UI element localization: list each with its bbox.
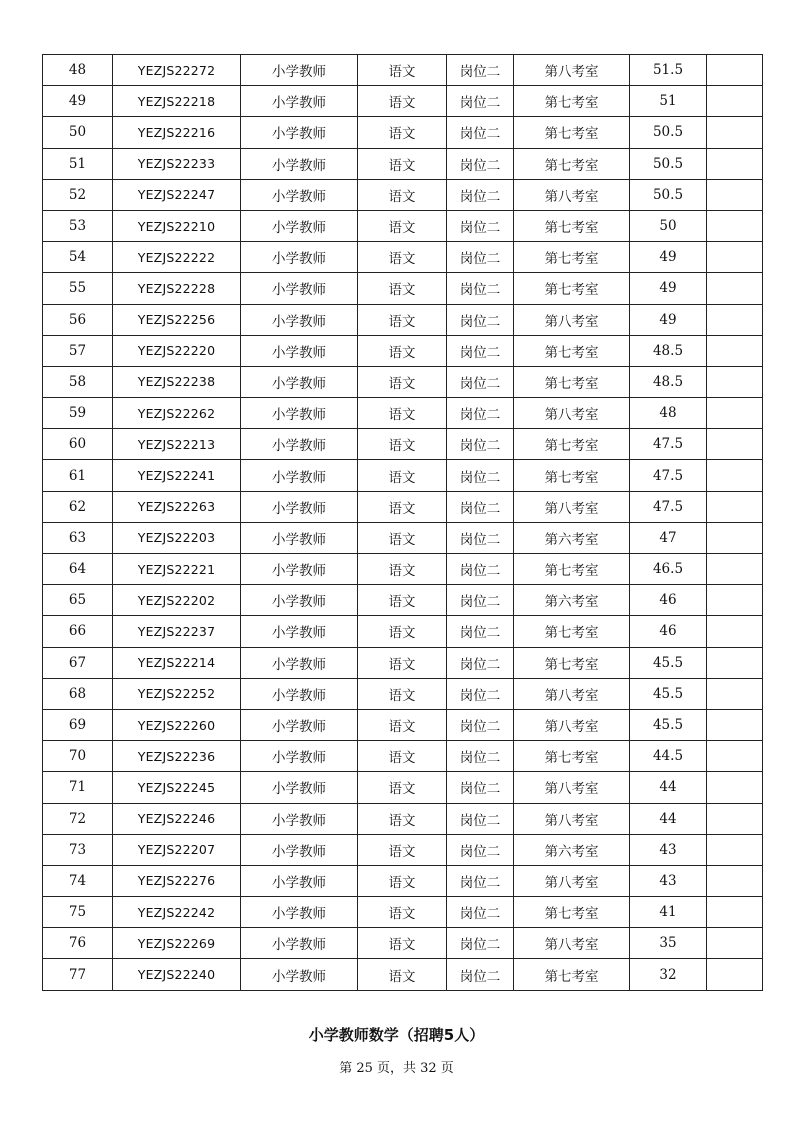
cell-note [707, 522, 763, 553]
cell-subject: 语文 [358, 554, 447, 585]
table-row [43, 210, 763, 241]
cell-candidate-id: YEZJS22238 [113, 366, 241, 397]
cell-position: 岗位二 [447, 616, 514, 647]
cell-subject: 语文 [358, 55, 447, 86]
cell-score: 43 [630, 865, 707, 896]
cell-position: 岗位二 [447, 834, 514, 865]
cell-number: 70 [43, 741, 113, 772]
cell-subject: 语文 [358, 366, 447, 397]
cell-subject: 语文 [358, 585, 447, 616]
cell-category: 小学教师 [241, 522, 358, 553]
cell-exam-room: 第八考室 [514, 55, 630, 86]
cell-candidate-id: YEZJS22228 [113, 273, 241, 304]
cell-score: 41 [630, 897, 707, 928]
cell-note [707, 86, 763, 117]
cell-score: 50.5 [630, 148, 707, 179]
cell-exam-room: 第八考室 [514, 491, 630, 522]
cell-note [707, 460, 763, 491]
table-row [43, 398, 763, 429]
table-row [43, 709, 763, 740]
cell-subject: 语文 [358, 179, 447, 210]
cell-category: 小学教师 [241, 959, 358, 990]
cell-score: 49 [630, 304, 707, 335]
cell-number: 65 [43, 585, 113, 616]
cell-exam-room: 第七考室 [514, 959, 630, 990]
cell-position: 岗位二 [447, 678, 514, 709]
cell-note [707, 242, 763, 273]
cell-subject: 语文 [358, 772, 447, 803]
cell-exam-room: 第七考室 [514, 741, 630, 772]
cell-subject: 语文 [358, 834, 447, 865]
cell-exam-room: 第八考室 [514, 179, 630, 210]
cell-candidate-id: YEZJS22245 [113, 772, 241, 803]
cell-position: 岗位二 [447, 491, 514, 522]
cell-candidate-id: YEZJS22221 [113, 554, 241, 585]
cell-number: 62 [43, 491, 113, 522]
table-row [43, 273, 763, 304]
cell-category: 小学教师 [241, 803, 358, 834]
cell-candidate-id: YEZJS22241 [113, 460, 241, 491]
cell-note [707, 335, 763, 366]
cell-position: 岗位二 [447, 398, 514, 429]
cell-note [707, 148, 763, 179]
table-row [43, 491, 763, 522]
table-row [43, 554, 763, 585]
cell-exam-room: 第七考室 [514, 273, 630, 304]
cell-position: 岗位二 [447, 55, 514, 86]
cell-note [707, 959, 763, 990]
cell-position: 岗位二 [447, 273, 514, 304]
score-table [42, 54, 763, 991]
cell-exam-room: 第六考室 [514, 585, 630, 616]
table-row [43, 366, 763, 397]
cell-position: 岗位二 [447, 86, 514, 117]
page-number-footer: 第 25 页，共 32 页 [339, 1061, 454, 1076]
cell-candidate-id: YEZJS22213 [113, 429, 241, 460]
cell-subject: 语文 [358, 522, 447, 553]
cell-position: 岗位二 [447, 117, 514, 148]
cell-candidate-id: YEZJS22203 [113, 522, 241, 553]
cell-candidate-id: YEZJS22276 [113, 865, 241, 896]
table-row [43, 834, 763, 865]
cell-category: 小学教师 [241, 834, 358, 865]
cell-position: 岗位二 [447, 210, 514, 241]
cell-candidate-id: YEZJS22237 [113, 616, 241, 647]
cell-subject: 语文 [358, 117, 447, 148]
cell-category: 小学教师 [241, 491, 358, 522]
cell-exam-room: 第八考室 [514, 803, 630, 834]
cell-score: 48.5 [630, 335, 707, 366]
cell-subject: 语文 [358, 460, 447, 491]
cell-candidate-id: YEZJS22210 [113, 210, 241, 241]
cell-exam-room: 第七考室 [514, 148, 630, 179]
cell-position: 岗位二 [447, 335, 514, 366]
cell-category: 小学教师 [241, 398, 358, 429]
cell-number: 51 [43, 148, 113, 179]
cell-number: 58 [43, 366, 113, 397]
cell-position: 岗位二 [447, 865, 514, 896]
cell-subject: 语文 [358, 148, 447, 179]
cell-score: 47.5 [630, 460, 707, 491]
cell-score: 32 [630, 959, 707, 990]
table-row [43, 865, 763, 896]
cell-category: 小学教师 [241, 554, 358, 585]
score-table-wrapper [42, 54, 762, 991]
cell-score: 50.5 [630, 117, 707, 148]
cell-candidate-id: YEZJS22202 [113, 585, 241, 616]
cell-category: 小学教师 [241, 117, 358, 148]
cell-score: 43 [630, 834, 707, 865]
cell-note [707, 554, 763, 585]
cell-number: 59 [43, 398, 113, 429]
table-row [43, 678, 763, 709]
cell-subject: 语文 [358, 741, 447, 772]
cell-score: 45.5 [630, 678, 707, 709]
cell-number: 73 [43, 834, 113, 865]
cell-note [707, 803, 763, 834]
cell-candidate-id: YEZJS22272 [113, 55, 241, 86]
cell-category: 小学教师 [241, 86, 358, 117]
cell-candidate-id: YEZJS22233 [113, 148, 241, 179]
table-row [43, 897, 763, 928]
cell-subject: 语文 [358, 803, 447, 834]
cell-note [707, 366, 763, 397]
cell-category: 小学教师 [241, 335, 358, 366]
table-row [43, 117, 763, 148]
cell-exam-room: 第七考室 [514, 429, 630, 460]
cell-score: 45.5 [630, 709, 707, 740]
cell-number: 64 [43, 554, 113, 585]
table-row [43, 55, 763, 86]
cell-position: 岗位二 [447, 585, 514, 616]
cell-exam-room: 第七考室 [514, 897, 630, 928]
cell-position: 岗位二 [447, 897, 514, 928]
cell-note [707, 709, 763, 740]
table-row [43, 429, 763, 460]
cell-subject: 语文 [358, 304, 447, 335]
cell-exam-room: 第七考室 [514, 616, 630, 647]
cell-subject: 语文 [358, 709, 447, 740]
cell-exam-room: 第八考室 [514, 865, 630, 896]
cell-note [707, 834, 763, 865]
cell-note [707, 647, 763, 678]
cell-score: 48.5 [630, 366, 707, 397]
cell-note [707, 772, 763, 803]
cell-note [707, 865, 763, 896]
cell-score: 46 [630, 616, 707, 647]
cell-position: 岗位二 [447, 772, 514, 803]
cell-number: 77 [43, 959, 113, 990]
cell-exam-room: 第六考室 [514, 834, 630, 865]
cell-score: 50.5 [630, 179, 707, 210]
cell-candidate-id: YEZJS22263 [113, 491, 241, 522]
cell-score: 35 [630, 928, 707, 959]
cell-position: 岗位二 [447, 554, 514, 585]
cell-subject: 语文 [358, 210, 447, 241]
cell-note [707, 928, 763, 959]
cell-number: 56 [43, 304, 113, 335]
cell-number: 71 [43, 772, 113, 803]
cell-number: 76 [43, 928, 113, 959]
cell-category: 小学教师 [241, 585, 358, 616]
score-table-body [43, 55, 763, 991]
cell-subject: 语文 [358, 928, 447, 959]
cell-note [707, 304, 763, 335]
table-row [43, 647, 763, 678]
cell-exam-room: 第七考室 [514, 335, 630, 366]
cell-exam-room: 第七考室 [514, 86, 630, 117]
cell-candidate-id: YEZJS22222 [113, 242, 241, 273]
cell-note [707, 273, 763, 304]
cell-number: 72 [43, 803, 113, 834]
table-row [43, 86, 763, 117]
cell-candidate-id: YEZJS22260 [113, 709, 241, 740]
cell-score: 47 [630, 522, 707, 553]
cell-note [707, 398, 763, 429]
cell-note [707, 117, 763, 148]
cell-category: 小学教师 [241, 865, 358, 896]
cell-position: 岗位二 [447, 179, 514, 210]
cell-category: 小学教师 [241, 179, 358, 210]
cell-position: 岗位二 [447, 522, 514, 553]
cell-subject: 语文 [358, 647, 447, 678]
cell-category: 小学教师 [241, 242, 358, 273]
cell-position: 岗位二 [447, 709, 514, 740]
cell-note [707, 741, 763, 772]
cell-exam-room: 第八考室 [514, 304, 630, 335]
cell-category: 小学教师 [241, 772, 358, 803]
cell-category: 小学教师 [241, 709, 358, 740]
cell-number: 67 [43, 647, 113, 678]
cell-number: 68 [43, 678, 113, 709]
cell-candidate-id: YEZJS22218 [113, 86, 241, 117]
cell-category: 小学教师 [241, 678, 358, 709]
next-section-title: 小学教师数学（招聘5人） [308, 1026, 485, 1044]
cell-position: 岗位二 [447, 304, 514, 335]
cell-score: 51 [630, 86, 707, 117]
cell-score: 49 [630, 273, 707, 304]
cell-subject: 语文 [358, 335, 447, 366]
cell-exam-room: 第七考室 [514, 366, 630, 397]
cell-category: 小学教师 [241, 928, 358, 959]
cell-subject: 语文 [358, 491, 447, 522]
cell-candidate-id: YEZJS22262 [113, 398, 241, 429]
cell-subject: 语文 [358, 865, 447, 896]
cell-score: 46 [630, 585, 707, 616]
table-row [43, 179, 763, 210]
cell-score: 46.5 [630, 554, 707, 585]
cell-position: 岗位二 [447, 242, 514, 273]
cell-position: 岗位二 [447, 959, 514, 990]
table-row [43, 304, 763, 335]
cell-position: 岗位二 [447, 460, 514, 491]
cell-number: 55 [43, 273, 113, 304]
cell-number: 49 [43, 86, 113, 117]
cell-subject: 语文 [358, 86, 447, 117]
cell-candidate-id: YEZJS22207 [113, 834, 241, 865]
cell-candidate-id: YEZJS22256 [113, 304, 241, 335]
cell-category: 小学教师 [241, 616, 358, 647]
cell-note [707, 616, 763, 647]
cell-exam-room: 第八考室 [514, 398, 630, 429]
cell-candidate-id: YEZJS22216 [113, 117, 241, 148]
cell-candidate-id: YEZJS22240 [113, 959, 241, 990]
cell-exam-room: 第七考室 [514, 647, 630, 678]
cell-category: 小学教师 [241, 897, 358, 928]
cell-category: 小学教师 [241, 741, 358, 772]
cell-number: 52 [43, 179, 113, 210]
cell-position: 岗位二 [447, 429, 514, 460]
table-row [43, 928, 763, 959]
table-row [43, 148, 763, 179]
cell-score: 44 [630, 772, 707, 803]
cell-score: 44.5 [630, 741, 707, 772]
cell-score: 47.5 [630, 491, 707, 522]
cell-subject: 语文 [358, 616, 447, 647]
table-row [43, 772, 763, 803]
cell-note [707, 55, 763, 86]
cell-subject: 语文 [358, 429, 447, 460]
cell-exam-room: 第八考室 [514, 678, 630, 709]
table-row [43, 959, 763, 990]
cell-candidate-id: YEZJS22246 [113, 803, 241, 834]
cell-category: 小学教师 [241, 460, 358, 491]
cell-category: 小学教师 [241, 429, 358, 460]
cell-note [707, 429, 763, 460]
cell-category: 小学教师 [241, 55, 358, 86]
cell-note [707, 897, 763, 928]
cell-exam-room: 第八考室 [514, 772, 630, 803]
cell-exam-room: 第八考室 [514, 928, 630, 959]
cell-exam-room: 第七考室 [514, 460, 630, 491]
cell-score: 48 [630, 398, 707, 429]
cell-score: 51.5 [630, 55, 707, 86]
cell-exam-room: 第七考室 [514, 554, 630, 585]
cell-exam-room: 第七考室 [514, 210, 630, 241]
cell-note [707, 179, 763, 210]
cell-category: 小学教师 [241, 148, 358, 179]
cell-position: 岗位二 [447, 741, 514, 772]
cell-score: 50 [630, 210, 707, 241]
cell-subject: 语文 [358, 242, 447, 273]
cell-number: 69 [43, 709, 113, 740]
cell-number: 75 [43, 897, 113, 928]
cell-subject: 语文 [358, 678, 447, 709]
table-row [43, 616, 763, 647]
table-row [43, 585, 763, 616]
cell-note [707, 678, 763, 709]
cell-candidate-id: YEZJS22252 [113, 678, 241, 709]
cell-position: 岗位二 [447, 647, 514, 678]
table-row [43, 741, 763, 772]
cell-number: 57 [43, 335, 113, 366]
cell-exam-room: 第七考室 [514, 242, 630, 273]
cell-number: 74 [43, 865, 113, 896]
cell-number: 53 [43, 210, 113, 241]
cell-subject: 语文 [358, 273, 447, 304]
cell-score: 49 [630, 242, 707, 273]
table-row [43, 803, 763, 834]
cell-score: 44 [630, 803, 707, 834]
cell-category: 小学教师 [241, 647, 358, 678]
cell-candidate-id: YEZJS22247 [113, 179, 241, 210]
table-row [43, 335, 763, 366]
cell-candidate-id: YEZJS22220 [113, 335, 241, 366]
cell-category: 小学教师 [241, 210, 358, 241]
table-row [43, 522, 763, 553]
cell-subject: 语文 [358, 398, 447, 429]
cell-category: 小学教师 [241, 304, 358, 335]
cell-score: 47.5 [630, 429, 707, 460]
cell-exam-room: 第六考室 [514, 522, 630, 553]
cell-number: 66 [43, 616, 113, 647]
cell-candidate-id: YEZJS22236 [113, 741, 241, 772]
cell-exam-room: 第七考室 [514, 117, 630, 148]
cell-number: 48 [43, 55, 113, 86]
cell-exam-room: 第八考室 [514, 709, 630, 740]
cell-position: 岗位二 [447, 803, 514, 834]
cell-number: 54 [43, 242, 113, 273]
table-row [43, 242, 763, 273]
cell-note [707, 491, 763, 522]
cell-score: 45.5 [630, 647, 707, 678]
cell-number: 61 [43, 460, 113, 491]
cell-candidate-id: YEZJS22242 [113, 897, 241, 928]
cell-number: 60 [43, 429, 113, 460]
cell-candidate-id: YEZJS22269 [113, 928, 241, 959]
cell-subject: 语文 [358, 959, 447, 990]
cell-category: 小学教师 [241, 366, 358, 397]
cell-number: 50 [43, 117, 113, 148]
cell-position: 岗位二 [447, 366, 514, 397]
cell-note [707, 210, 763, 241]
cell-category: 小学教师 [241, 273, 358, 304]
cell-number: 63 [43, 522, 113, 553]
table-row [43, 460, 763, 491]
cell-position: 岗位二 [447, 928, 514, 959]
cell-position: 岗位二 [447, 148, 514, 179]
cell-subject: 语文 [358, 897, 447, 928]
cell-candidate-id: YEZJS22214 [113, 647, 241, 678]
cell-note [707, 585, 763, 616]
